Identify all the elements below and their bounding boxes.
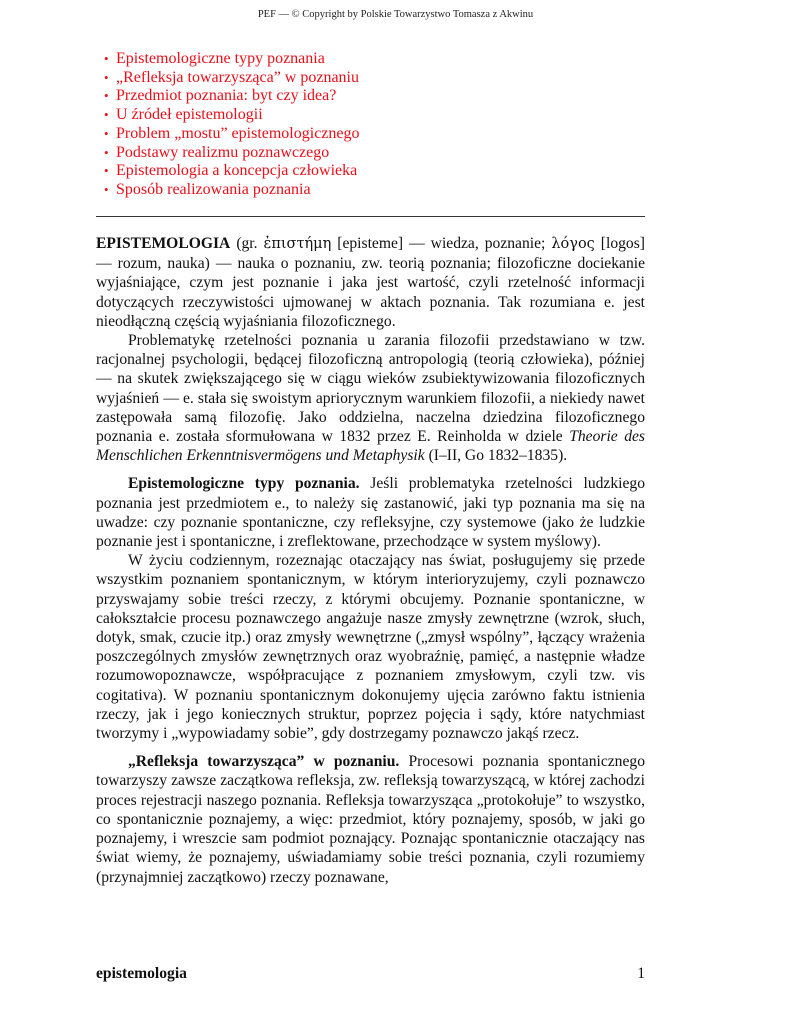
bullet-icon: • [104, 51, 109, 66]
bullet-icon: • [104, 107, 109, 123]
bullet-icon: • [104, 69, 109, 85]
section-heading: „Refleksja towarzysząca” w poznaniu. [128, 753, 400, 771]
toc-link-podstawy-realizmu[interactable]: Podstawy realizmu poznawczego [116, 143, 330, 161]
bullet-icon: • [104, 144, 109, 160]
toc-item [104, 69, 360, 88]
article-body [96, 234, 645, 887]
text-fragment: Problematykę rzetelności poznania u zarania filozofii przedstawiano w tzw. racjonalnej psychologii, będącej filozoficzną antropologią (teorią człowieka), później — na skutek zwiększającego się w ciągu wieków zsubiektywizowania filozoficznych wyjaśnień — e. stała się swoistym apriorycznym warunkiem filozofii, a niekiedy nawet zastępowała samą filozofię. Jako oddzielna, naczelna dziedzina filozoficznego poznania e. została sformułowana w 1832 przez E. Reinholda w dziele [96, 332, 645, 446]
bullet-icon: • [104, 125, 109, 141]
toc-item [104, 87, 360, 106]
paragraph-section-reflection [96, 752, 645, 886]
table-of-contents [104, 50, 360, 200]
toc-link-sposob-realizowania[interactable]: Sposób realizowania poznania [116, 180, 311, 198]
text-fragment: (I–II, Go 1832–1835). [424, 447, 568, 465]
toc-link-przedmiot-poznania[interactable]: Przedmiot poznania: byt czy idea? [116, 87, 337, 105]
text-fragment: Jeśli problematyka rzetelności ludzkiego poznania jest przedmiotem e., to należy się zastanowić, jaki typ poznania ma się na uwadze: czy poznanie spontaniczne, czy refleksyjne, czy systemowe (jako że ludzkie poznanie jest i spontaniczne, i zreflektowane, przechodzące w system myślowy). [96, 475, 645, 551]
paragraph-section-types [96, 474, 645, 551]
entry-term: EPISTEMOLOGIA [96, 235, 231, 252]
toc-item [104, 125, 360, 144]
bullet-icon: • [104, 181, 109, 197]
book-title: Theorie des Menschlichen Erkenntnisvermögens und Metaphysik [96, 428, 645, 465]
toc-link-problem-mostu[interactable]: Problem „mostu” epistemologicznego [116, 124, 360, 142]
page-number: 1 [637, 965, 645, 982]
section-heading: Epistemologiczne typy poznania. [128, 475, 360, 493]
footer-entry-name: epistemologia [96, 965, 187, 982]
text-fragment: Procesowi poznania spontanicznego towarzyszy zawsze zaczątkowa refleksja, zw. refleksją towarzyszącą, w której zachodzi proces rejestracji naszego poznania. Refleksja towarzysząca „protokołuje” to wszystko, co spontanicznie poznajemy, a więc: przedmiot, który poznajemy, sposób, w jaki go poznajemy, i wreszcie sam podmiot poznający. Poznając spontanicznie otaczający nas świat wiemy, że poznajemy, uświadamiamy sobie treści poznania, czyli rozumiemy (przynajmniej zaczątkowo) rzeczy poznawane, [96, 753, 645, 886]
toc-link-u-zrodel[interactable]: U źródeł epistemologii [116, 106, 263, 124]
toc-link-koncepcja-czlowieka[interactable]: Epistemologia a koncepcja człowieka [116, 162, 358, 180]
toc-item [104, 106, 360, 125]
page-header-copyright: PEF — © Copyright by Polskie Towarzystwo Tomasza z Akwinu [257, 9, 534, 20]
toc-item [104, 181, 360, 200]
paragraph-history [96, 331, 645, 465]
toc-item [104, 144, 360, 163]
text-fragment: W życiu codziennym, rozeznając otaczający nas świat, posługujemy się przede wszystkim poznaniem spontanicznym, w którym interioryzujemy, czyli poznawczo przyswajamy sobie treści rzeczy, z którymi obcujemy. Poznanie spontaniczne, w całokształcie procesu poznawczego angażuje nasze zmysły zewnętrzne (wzrok, słuch, dotyk, smak, czucie itp.) oraz zmysły wewnętrzne („zmysł wspólny”, łączący wrażenia poszczególnych zmysłów zewnętrznych oraz wyobraźnię, pamięć, a następnie władze rozumowopoznawcze, współpracujące z poznaniem zmysłowym, czyli tzw. vis cogitativa). W poznaniu spontanicznym dokonujemy ujęcia zarówno faktu istnienia rzeczy, jak i jego koniecznych struktur, poprzez pojęcia i sądy, które natychmiast tworzymy i „wypowiadamy sobie”, gdy dostrzegamy poznawczo jakąś rzecz. [96, 552, 645, 743]
text-fragment: [episteme] — wiedza, poznanie; [331, 235, 552, 252]
paragraph-definition [96, 234, 645, 331]
greek-word: λόγος [551, 236, 595, 252]
bullet-icon: • [104, 88, 109, 104]
toc-item [104, 162, 360, 181]
text-fragment: [logos] — rozum, nauka) — nauka o poznaniu, zw. teorią poznania; filozoficzne dociekanie wyjaśniające, czym jest poznanie i jaka jest wartość, czyli rzetelność informacji dotyczących rzeczywistości ujmowanej w aktach poznania. Tak rozumiana e. jest nieodłączną częścią wyjaśniania filozoficznego. [96, 235, 645, 330]
text-fragment: (gr. [230, 235, 264, 252]
toc-link-epistemologiczne-typy[interactable]: Epistemologiczne typy poznania [116, 50, 325, 67]
horizontal-divider [96, 216, 645, 217]
toc-link-refleksja-towarzyszaca[interactable]: „Refleksja towarzysząca” w poznaniu [116, 68, 359, 86]
toc-item [104, 50, 360, 69]
bullet-icon: • [104, 163, 109, 179]
greek-word: ἐπιστήμη [263, 236, 332, 252]
paragraph-spontaneous [96, 551, 645, 743]
